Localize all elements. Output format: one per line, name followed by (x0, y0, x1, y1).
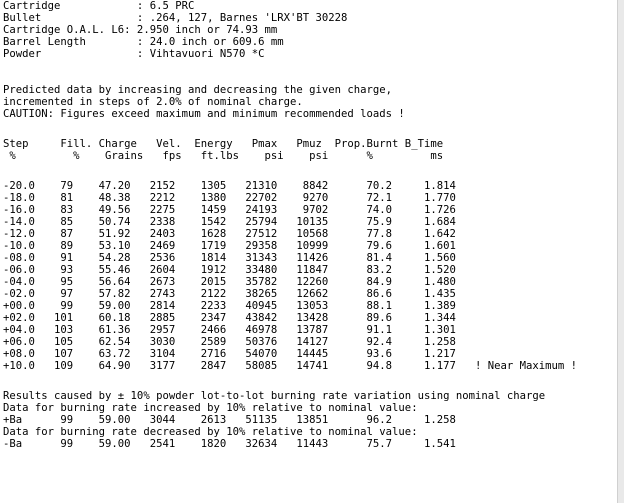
table-units-row: % % Grains fps ft.lbs psi psi % ms (3, 150, 444, 162)
burn-rate-decreased-label: Data for burning rate decreased by 10% relative to nominal value: (3, 426, 418, 438)
intro-line-2: incremented in steps of 2.0% of nominal charge. (3, 96, 303, 108)
table-row: -08.0 91 54.28 2536 1814 31343 11426 81.4 1.560 (3, 252, 456, 264)
table-row: +04.0 103 61.36 2957 2466 46978 13787 91.1 1.301 (3, 324, 456, 336)
burn-rate-increased-label: Data for burning rate increased by 10% relative to nominal value: (3, 402, 418, 414)
table-row: -16.0 83 49.56 2275 1459 24193 9702 74.0 1.726 (3, 204, 456, 216)
table-row-nominal: +00.0 99 59.00 2814 2233 40945 13053 88.1 1.389 (3, 300, 456, 312)
burn-rate-increased-row: +Ba 99 59.00 3044 2613 51135 13851 96.2 1.258 (3, 414, 456, 426)
burn-rate-results-heading: Results caused by ± 10% powder lot-to-lot burning rate variation using nominal charge (3, 390, 546, 402)
table-row: -12.0 87 51.92 2403 1628 27512 10568 77.8 1.642 (3, 228, 456, 240)
table-row: +08.0 107 63.72 3104 2716 54070 14445 93.6 1.217 (3, 348, 456, 360)
cartridge-line: Cartridge : 6.5 PRC (3, 0, 195, 12)
table-row: -18.0 81 48.38 2212 1380 22702 9270 72.1 1.770 (3, 192, 456, 204)
caution-line: CAUTION: Figures exceed maximum and minimum recommended loads ! (3, 108, 405, 120)
table-row: -10.0 89 53.10 2469 1719 29358 10999 79.6 1.601 (3, 240, 456, 252)
table-header-row: Step Fill. Charge Vel. Energy Pmax Pmuz Prop.Burnt B_Time (3, 138, 444, 150)
intro-line-1: Predicted data by increasing and decreasing the given charge, (3, 84, 393, 96)
table-row: -06.0 93 55.46 2604 1912 33480 11847 83.2 1.520 (3, 264, 456, 276)
table-row: +02.0 101 60.18 2885 2347 43842 13428 89.6 1.344 (3, 312, 456, 324)
table-row: -04.0 95 56.64 2673 2015 35782 12260 84.9 1.480 (3, 276, 456, 288)
table-row: -14.0 85 50.74 2338 1542 25794 10135 75.9 1.684 (3, 216, 456, 228)
table-row: -20.0 79 47.20 2152 1305 21310 8842 70.2 1.814 (3, 180, 456, 192)
bullet-line: Bullet : .264, 127, Barnes 'LRX'BT 30228 (3, 12, 348, 24)
table-row-near-maximum: +10.0 109 64.90 3177 2847 58085 14741 94.8 1.177 ! Near Maximum ! (3, 360, 578, 372)
table-row: +06.0 105 62.54 3030 2589 50376 14127 92.4 1.258 (3, 336, 456, 348)
oal-line: Cartridge O.A.L. L6: 2.950 inch or 74.93 mm (3, 24, 278, 36)
right-scroll-edge (618, 0, 624, 503)
table-row: -02.0 97 57.82 2743 2122 38265 12662 86.6 1.435 (3, 288, 456, 300)
burn-rate-decreased-row: -Ba 99 59.00 2541 1820 32634 11443 75.7 1.541 (3, 438, 456, 450)
powder-line: Powder : Vihtavuori N570 *C (3, 48, 265, 60)
barrel-length-line: Barrel Length : 24.0 inch or 609.6 mm (3, 36, 284, 48)
